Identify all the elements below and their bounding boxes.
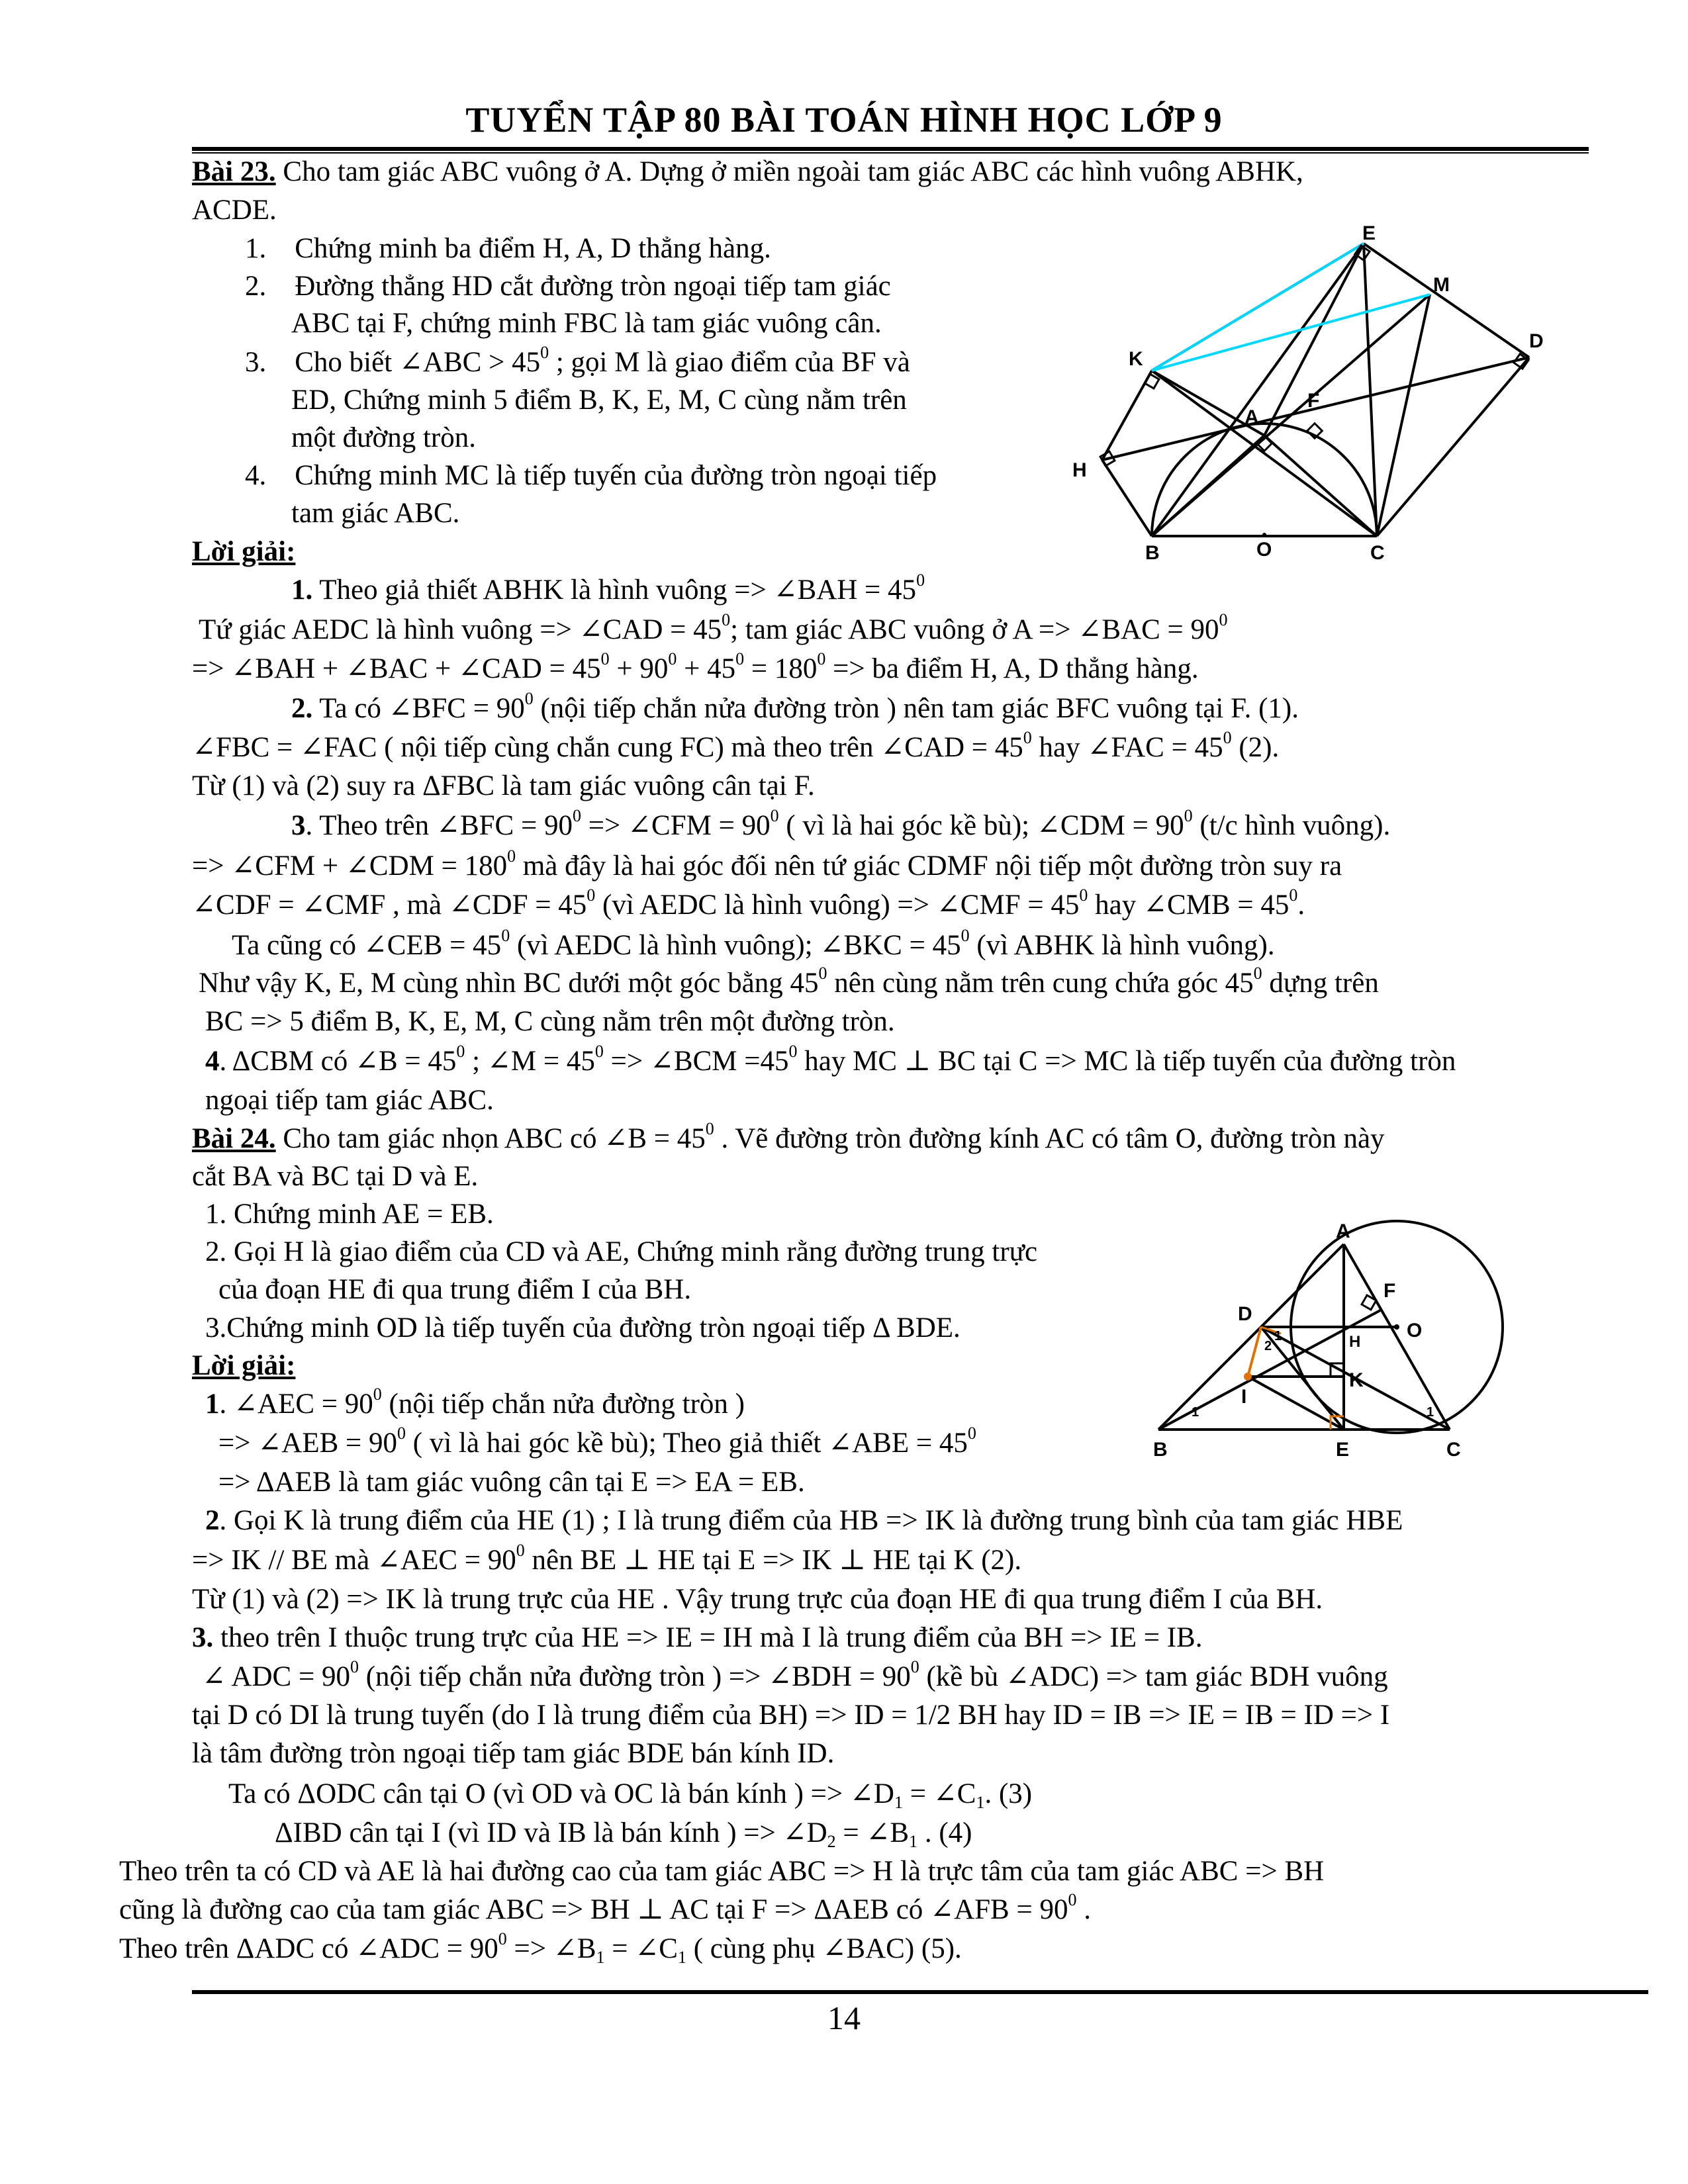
header-rule: [192, 147, 1589, 151]
fig2-label-B: B: [1153, 1439, 1168, 1461]
fig2-angle-1c: 1: [1427, 1405, 1434, 1420]
text-line: => ΔAEB là tam giác vuông cân tại E => EA = EB.: [218, 1467, 805, 1498]
text-line: => ∠BAH + ∠BAC + ∠CAD = $45^0 + 90^0 + 45^0 = 180^0$ => ba điểm H, A, D thẳng hàng.: [192, 649, 1199, 684]
fig1-label-C: C: [1370, 542, 1385, 564]
page-number: 14: [827, 1999, 861, 2036]
text-line: => ∠CFM + ∠CDM = $180^0$ mà đây là hai góc đối nên tứ giác CDMF nội tiếp một đường tròn suy ra: [192, 846, 1342, 882]
text-line: ACDE.: [192, 195, 277, 226]
text-line: => IK // BE mà ∠AEC = $90^0$ nên BE ⊥ HE tại E => IK ⊥ HE tại K (2).: [192, 1541, 1022, 1576]
text-line: 1. ∠AEC = $90^0$ (nội tiếp chắn nửa đường tròn ): [205, 1385, 745, 1420]
text-line: 4. ΔCBM có ∠B = $45^0$ ; ∠M = $45^0$ => ∠BCM $=45^0$ hay MC ⊥ BC tại C => MC là tiếp tuyến của đường tròn: [205, 1042, 1456, 1077]
text-line: 2. Ta có ∠BFC = $90^0$ (nội tiếp chắn nửa đường tròn ) nên tam giác BFC vuông tại F. (1).: [291, 689, 1299, 724]
fig2-label-E: E: [1336, 1439, 1350, 1461]
text-line: BC => 5 điểm B, K, E, M, C cùng nằm trên một đường tròn.: [205, 1006, 895, 1037]
fig2-angle-1a: 1: [1192, 1405, 1199, 1420]
text-line: Từ (1) và (2) => IK là trung trực của HE . Vậy trung trực của đoạn HE đi qua trung điểm I của BH.: [192, 1584, 1323, 1615]
text-line: 3. Theo trên ∠BFC = $90^0$ => ∠CFM = $90^0$ ( vì là hai góc kề bù); ∠CDM = $90^0$ (t/c hình vuông).: [291, 806, 1391, 841]
text-line: cũng là đường cao của tam giác ABC => BH ⊥ AC tại F => ΔAEB có ∠AFB = $90^0$ .: [119, 1890, 1091, 1925]
fig1-label-E: E: [1362, 225, 1376, 244]
fig2-angle-1b: 1: [1274, 1329, 1282, 1343]
fig2-label-D: D: [1238, 1303, 1252, 1325]
text-line: 1. Theo giả thiết ABHK là hình vuông => ∠BAH = $45^0$: [291, 570, 925, 606]
fig1-label-O: O: [1256, 539, 1272, 561]
list-item: 4. Chứng minh MC là tiếp tuyến của đường tròn ngoại tiếp: [245, 460, 937, 491]
fig2-label-F: F: [1383, 1280, 1396, 1302]
fig2-label-O: O: [1407, 1320, 1423, 1342]
fig1-label-M: M: [1433, 274, 1450, 296]
text-line: ngoại tiếp tam giác ABC.: [205, 1085, 494, 1116]
fig1-label-A: A: [1244, 406, 1259, 428]
list-item: 2. Đường thẳng HD cắt đường tròn ngoại tiếp tam giác: [245, 271, 891, 302]
text-line: Từ (1) và (2) suy ra ΔFBC là tam giác vuông cân tại F.: [192, 770, 815, 801]
problem-23-title: Bài 23. Cho tam giác ABC vuông ở A. Dựng ở miền ngoài tam giác ABC các hình vuông ABHK,: [192, 156, 1303, 187]
text-line: => ∠AEB = $90^0$ ( vì là hai góc kề bù); Theo giả thiết ∠ABE = $45^0$: [218, 1424, 976, 1459]
problem-24-title: Bài 24. Cho tam giác nhọn ABC có ∠B = $45^0$ . Vẽ đường tròn đường kính AC có tâm O, đường tròn này: [192, 1119, 1385, 1154]
text-line: 3. theo trên I thuộc trung trực của HE => IE = IH mà I là trung điểm của BH => IE = IB.: [192, 1622, 1203, 1653]
text-line: của đoạn HE đi qua trung điểm I của BH.: [218, 1274, 692, 1305]
text-line: Tứ giác AEDC là hình vuông => ∠CAD = $45^0$; tam giác ABC vuông ở A => ∠BAC = $90^0$: [199, 610, 1228, 645]
footer-rule: [192, 1990, 1648, 1994]
list-item: 3.Chứng minh OD là tiếp tuyến của đường tròn ngoại tiếp Δ BDE.: [205, 1312, 961, 1343]
fig1-label-D: D: [1529, 330, 1544, 352]
page-title: TUYỂN TẬP 80 BÀI TOÁN HÌNH HỌC LỚP 9: [465, 100, 1223, 140]
fig1-label-F: F: [1307, 390, 1320, 412]
text-line: tại D có DI là trung tuyến (do I là trung điểm của BH) => ID = 1/2 BH hay ID = IB => IE = IB = ID => I: [192, 1700, 1390, 1731]
figure-problem-23: [1046, 225, 1549, 569]
text-line: Ta cũng có ∠CEB = $45^0$ (vì AEDC là hình vuông); ∠BKC = $45^0$ (vì ABHK là hình vuông).: [232, 926, 1275, 961]
text-line: ΔIBD cân tại I (vì ID và IB là bán kính ) => $\angle D_2$ = $\angle B_1$ . (4): [275, 1817, 972, 1851]
solution-heading: Lời giải:: [192, 1350, 296, 1381]
fig2-label-H: H: [1349, 1333, 1361, 1351]
fig1-label-K: K: [1129, 348, 1143, 370]
text-line: là tâm đường tròn ngoại tiếp tam giác BDE bán kính ID.: [192, 1738, 835, 1769]
fig2-label-C: C: [1446, 1439, 1461, 1461]
text-line: cắt BA và BC tại D và E.: [192, 1161, 479, 1192]
text-line: một đường tròn.: [291, 422, 476, 453]
text-line: ∠ ADC = $90^0$ (nội tiếp chắn nửa đường tròn ) => ∠BDH = $90^0$ (kề bù ∠ADC) => tam giác BDH vuông: [202, 1657, 1388, 1692]
list-item: 3. Cho biết ∠ABC > $45^0$ ; gọi M là giao điểm của BF và: [245, 343, 910, 378]
text-line: ∠CDF = ∠CMF , mà ∠CDF = $45^0$ (vì AEDC là hình vuông) => ∠CMF = $45^0$ hay ∠CMB = $45^0$.: [192, 886, 1305, 921]
text-line: Ta có ΔODC cân tại O (vì OD và OC là bán kính ) => $\angle D_1$ = $\angle C_1$. (3): [228, 1778, 1033, 1812]
fig2-label-I: I: [1241, 1386, 1247, 1408]
figure-problem-24: [1139, 1198, 1549, 1476]
list-item: 1. Chứng minh ba điểm H, A, D thẳng hàng.: [245, 233, 771, 264]
list-item: 1. Chứng minh AE = EB.: [205, 1199, 494, 1230]
fig1-label-H: H: [1072, 459, 1087, 481]
text-line: 2. Gọi K là trung điểm của HE (1) ; I là trung điểm của HB => IK là đường trung bình của tam giác HBE: [205, 1505, 1403, 1536]
text-line: Như vậy K, E, M cùng nhìn BC dưới một góc bằng $45^0$ nên cùng nằm trên cung chứa góc $45^0$ dựng trên: [199, 964, 1379, 999]
text-line: tam giác ABC.: [291, 498, 460, 529]
text-line: Theo trên ΔADC có ∠ADC = $90^0$ => $\angle B_1$ = $\angle C_1$ ( cùng phụ ∠BAC) (5).: [119, 1929, 962, 1967]
fig1-label-B: B: [1145, 542, 1160, 564]
text-line: ∠FBC = ∠FAC ( nội tiếp cùng chắn cung FC) mà theo trên ∠CAD = $45^0$ hay ∠FAC = $45^0$ (2).: [192, 728, 1280, 763]
text-line: ED, Chứng minh 5 điểm B, K, E, M, C cùng nằm trên: [291, 385, 907, 416]
fig2-angle-2: 2: [1264, 1339, 1272, 1353]
fig2-label-A: A: [1336, 1220, 1350, 1242]
fig2-label-K: K: [1349, 1369, 1364, 1391]
solution-heading: Lời giải:: [192, 536, 296, 567]
list-item: 2. Gọi H là giao điểm của CD và AE, Chứng minh rằng đường trung trực: [205, 1236, 1038, 1267]
text-line: Theo trên ta có CD và AE là hai đường cao của tam giác ABC => H là trực tâm của tam giác ABC => BH: [119, 1856, 1325, 1887]
text-line: ABC tại F, chứng minh FBC là tam giác vuông cân.: [291, 308, 882, 339]
